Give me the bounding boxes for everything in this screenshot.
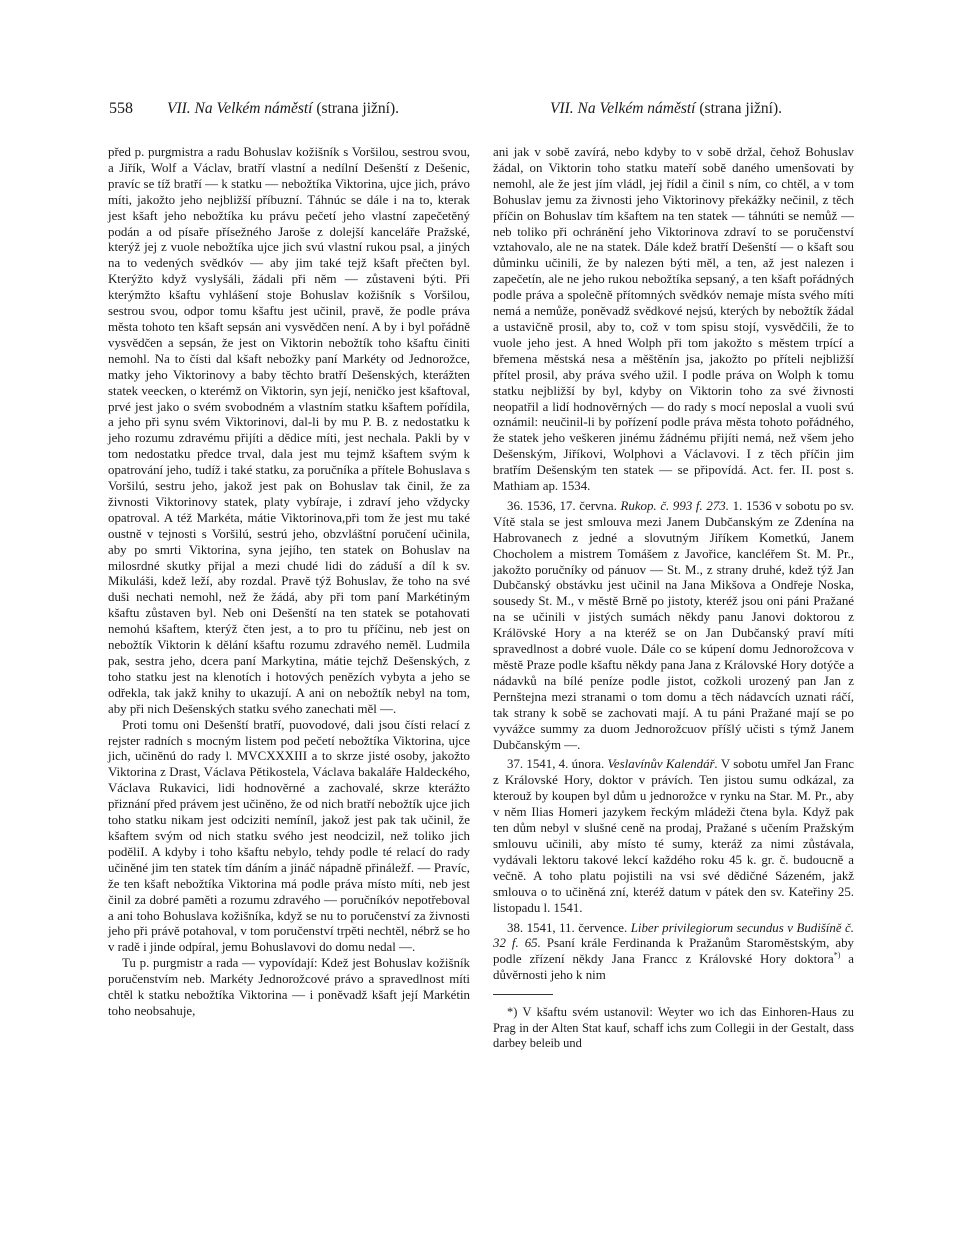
header-left-title: VII. Na Velkém náměstí <box>167 100 313 117</box>
entry-38-text-a: Psaní krále Ferdinanda k Pražanům Staroměstským, aby podle zřízení někdy Jana Francc z Královské Hory doktora <box>493 936 854 967</box>
header-right-suffix: (strana jižní). <box>699 100 783 117</box>
footnote-divider <box>493 994 553 995</box>
footnote-mark: *) <box>833 951 841 961</box>
right-column <box>493 145 854 1052</box>
running-header <box>0 100 960 124</box>
entry-38 <box>493 921 854 985</box>
footnote: *) V kšaftu svém ustanovil: Weyter wo ich das Einhoren-Haus zu Prag in der Alten Stat kauf, schaff ichs zum Collegii in der Gestalt, dass darbey beleib und <box>493 1005 854 1051</box>
page-number: 558 <box>109 100 133 117</box>
header-left <box>167 100 399 118</box>
entry-36-text: 1. 1536 v sobotu po sv. Vítě stala se jest smlouva mezi Janem Dubčanským ze Zdenína na Habrovanech z jedné a slovutným Jiříkem Kometkú, Janem Chocholem a mistrem Tomášem z Javořice, kancléřem St. M. Pr., jakožto poručníky od pánuov — St. M., z strany druhé, kdež týž Jan Dubčanský obstávku jest učinil na Jana Mikšova a Ondřeje Noska, sousedy St. M., v městě Brně po jistoty, kteréž jsou oni páni Pražané na se učinili v jistých sumách někdy panu Janovi doktorou z Králövské Hory a na kteréž se on Jan Dubčanský praví míti spravedlnost a dobré vuole. Dále co se kúpení domu Jednorožcova v městě Praze podle kšaftu někdy pana Jana z Královské Hory dotýče a nádavků na bílé peníze podle jistot, cožkoli urozený pan Jan z Pernštejna mezi stranami o tom domu a těch nádavcích uznati ráčí, tak strany k sobě se zachovati mají. A tu páni Pražané mají se po vyvážce summy za duom Jednorožcuov příšlý učisti s týmž Janem Dubčanským —. <box>493 498 854 752</box>
header-left-suffix: (strana jižní). <box>316 100 400 117</box>
entry-36-number: 36. <box>507 498 524 513</box>
left-paragraph-2: Proti tomu oni Dešenští bratří, puovodové, dali jsou čísti relací z rejster radních s mocným listem pod pečetí nebožtíka Viktorina, ujce jich, učiněnú do rady l. MVCXXXIII a to skrze jisté osoby, jakožto Viktorina z Drast, Václava Pětikostela, Václava bakaláře Haldeckého, Václava Rukavici, lidi hodnověrné a zachovalé, skrze kterážto přiznání před právem jest učiněno, že od nich bratří nebožtík ujce jich toho statku nikam jest odciziti nemíníl, jakož jest pak tak učinil, že kšaftem svým od nich statku svého jest neodcizil, než toliko jich poděliI. A kdyby i toho kšaftu nebylo, tehdy podle té relací do rady učiněné jim ten statek tím dáním a jináč nápadně přináležf. — Pravíc, že ten kšaft nebožtíka Viktorina má podle práva místo míti, neb jest činil za dobré paměti a rozumu zdravého — poručníkóv nepotřeboval a ani toho Bohuslava kožišníka, když se nu to poručenství za živnosti jeho při právě potahoval, v tom poručenství trpěti nechtěl, nébrž se ho v radě i jinde odpíral, jemu Bohuslavovi do domu nedal —. <box>108 717 470 955</box>
entry-37-number: 37. <box>507 757 524 772</box>
entry-37-title: Veslavínův Kalendář. <box>607 757 718 772</box>
header-right <box>550 100 782 118</box>
left-column <box>108 145 470 1020</box>
entry-38-date: 1541, 11. července. <box>526 920 628 935</box>
left-paragraph-3: Tu p. purgmistr a rada — vypovídají: Kdež jest Bohuslav kožišník poručenstvím neb. Markéty Jednorožcové právo a spravedlnost míti chtěl k statku nebožtíka Viktorina — i poněvadž kšaft její Markétin toho neobsahuje, <box>108 956 470 1018</box>
entry-36-date: 1536, 17. června. <box>526 498 617 513</box>
entry-38-text-b: a důvěrnosti jeho k nim <box>493 952 854 983</box>
entry-38-title: Liber privilegiorum secundus v Budišíně č. 32 f. 65. <box>493 920 854 951</box>
entry-37 <box>493 757 854 916</box>
left-paragraph-1: před p. purgmistra a radu Bohuslav kožišník s Voršilou, sestrou svou, a Jiřík, Wolf a Václav, bratří vlastní a nedílní Dešenští z Dešenic, pravíc se tíž bratří — k statku — nebožtíka Viktorina, ujce jich, právo míti, jakožto jeho nejbližší příbuzní. Táhnúc se dále i na to, kterak jest kšaft jeho nebožtíka ku právu pečetí jeho vlastní zapečetěný podán a od písaře přísežného Jaroše z dolejší kanceláře Pražské, kterýž jej z vuole nebožtíka ujce jich svú vlastní rukou psal, a jiných na to vedených svědkóv — aby jim také tejž kšaft přečten byl. Kterýžto když vyslyšáli, žádali při něm — zůstaveni býti. Při kterýmžto kšaftu vyhlášení stoje Bohuslav kožišník s Voršilou, sestrou svou, odpor tomu kšaftu jest učinil, pravě, že podle práva města tohoto ten kšaft sepsán ani vysvědčen není. A by i byl pořádně vysvědčen a sepsán, že jest on Viktorin nebožtík toho kšaftu činiti nemohl. Na to čísti dal kšaft nebožky paní Markéty od Jednorožce, matky jeho Viktorinovy a baby těchto bratří Dešenských, kterážten statek veecken, o kterémž on Viktorin, syn její, neničko jest kšaftoval, prvé jest jako o svém svobodném a vlastním statku kšaftem pořídila, a jeho při synu svém Viktorinovi, dal-li by mu P. B. z nedostatku k jeho rozumu zdravému přijíti a dědice míti, jest nechala. Pakli by v tom nedostatku předce trval, dala jest mu tejmž kšaftem svým k opatrování jeho, tudíž i také statku, za poručníka a přítele Bohuslava s Voršilú, sestru jeho, jakož jest pak on Bohuslav tak činil, že za živnosti Viktorinovy statek, platy vybíraje, i zdraví jeho vždycky opatroval. A též Markéta, mátie Viktorinova,při tom že jest mu také oustně v tejnosti s Voršilú, sestrú jeho, obzvláštní poručení učinila, aby po smrti Viktorina, syna jejího, ten statek on Bohuslav na milosrdné skutky přijal a mezi chudé lidi do záduší a díl k sv. Mikuláši, kdež leží, aby rozdal. Pravě týž Bohuslav, že toho na své duši nechati nemohl, než že žádá, aby při tom paní Markétiným kšaftu zůstaven byl. Neb oni Dešenští na ten statek se potahovati nemohú kšaftem, kterýž čten jest, a to pro tu příčinu, neb jest on nebožtík Viktorin k dělání kšaftu rozumu zdravého neměl. Ludmila pak, sestra jeho, dcera paní Markytina, mátie tejchž Dešenských, z toho statku jest na klenotích i hotových penězích vybyta a jeho se odřekla, tak jakž knihy to ukazují. A ani on nebožtík nebyl na tom, aby při nich Dešenských statku svého zanechati měl —. <box>108 145 470 716</box>
right-paragraph-1: ani jak v sobě zavírá, nebo kdyby to v sobě držal, čehož Bohuslav žádal, on Viktorin toho statku mateří sobě daného umenšovati by nemohl, ale že jest jím vládl, jej řídil a činil s ním, co chtěl, a v tom Bohuslav jemu za živnosti jeho Viktorinovy překážky nečinil, z těch příčin on Bohuslav tím kšaftem na ten statek — táhnúti se nemůž — neb toliko při ochránění jeho Viktorinova zdraví to se poručenství vztahovalo, ale ne na statek. Dále kdež bratří Dešenští — o kšaft sou důminku učinili, že by nalezen býti měl, a ten, až jest nalezen i zapečetín, ale ne jeho rukou nebožtíka sepsaný, a ten kšaft pořádných podle práva a společně přítomných svědkóv nemaje místa svého míti nemá a nemůže, poněvadž svědkové nejsú, kterých by nebožtík žádal a ustavičně prosil, aby to, což v tom spisu stojí, vysvědčili, že to vuole jeho jest. A hned Wolph při tom jakožto s městem trpící a břemena městská nesa a měštěnín jsa, jakožto po příteli nejbližší přítel prosil, aby práva svého užil. I podle práva on Wolph k tomu statku nejbližší by byl, kdyby on Viktorin toho za své živnosti neopatřil a lidí hodnověrných — do rady s mocí neposlal a vuoli svú oznámil: neučinil-li by pořízení podle práva města tohoto pořádného, že statek jeho veškeren jinému žádnému přijíti nemá, než všem jeho Dešenským, Jiříkovi, Wolphovi a Václavovi. I z těch příčin jim bratřím Dešenským ten statek — se připovídá. Act. fer. II. post s. Mathiam ap. 1534. <box>493 145 854 494</box>
entry-36 <box>493 499 854 754</box>
header-right-title: VII. Na Velkém náměstí <box>550 100 696 117</box>
entry-38-number: 38. <box>507 920 524 935</box>
entry-36-source: Rukop. č. 993 f. 273. <box>620 498 729 513</box>
entry-37-date: 1541, 4. února. <box>526 757 605 772</box>
entry-37-text: V sobotu umřel Jan Franc z Královské Hory, doktor v právích. Ten jistou sumu odkázal, za kterouž by koupen byl dům u jednorožce v rynku na Star. M. Pr., aby v něm Ilias Homeri jazykem řeckým mládeži čtena byla. Když pak ten dům nebyl v slušné ceně na prodaj, Pražané s učením Pražským smlouvu učinili, aby místo té sumy, kteráž za nimi zůstávala, vydávali lektoru takové lekcí každého roku 45 k. gr. č. budoucně a večně. A toho platu pojistili na vsi své dědičné Sázeném, jakž smlouva o to učiněná zní, kteréž datum v pátek den sv. Kateřiny 25. listopadu l. 1541. <box>493 757 854 915</box>
